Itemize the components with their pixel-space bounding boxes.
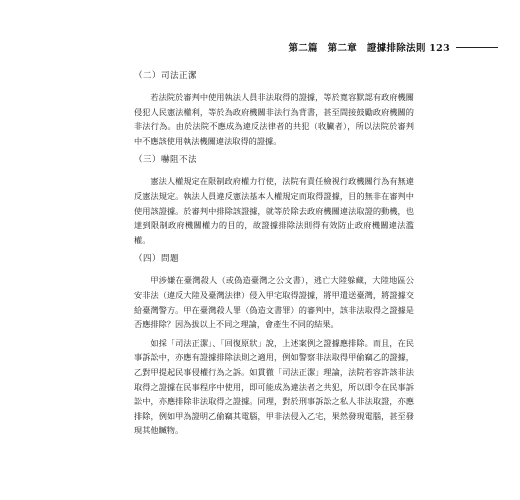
paragraph: 憲法人權規定在限制政府權力行使，法院有責任檢視行政機關行為有無違反憲法規定。執法人員違反憲法基本人權規定而取得證據，目的無非在審判中使用該證據。於審判中排除該證據，就等於除去政府機關違法取證的動機，也達到限制政府機關權力的目的，故證據排除法則得有效防止政府機關違法濫權。 xyxy=(134,176,414,245)
paragraph: 甲涉嫌在臺灣殺人（或偽造臺灣之公文書），逃亡大陸躲藏，大陸地區公安非法（違反大陸及臺灣法律）侵入甲宅取得證據，將甲遣送臺灣，將證據交給臺灣警方。甲在臺灣殺人罪（偽造文書罪）的審判中，該非法取得之證據是否應排除？因為拔以上不同之理論，會產生不同的結果。 xyxy=(134,275,414,330)
paragraph: 如採「司法正潔」、「回復原狀」說，上述案例之證據應排除。而且，在民事訴訟中，亦應有證據排除法則之適用，例如警察非法取得甲偷竊乙的證據，乙對甲提起民事侵權行為之訴。如貫徹「司法正潔」理論，法院若容許該非法取得之證據在民事程序中使用，即可能成為違法者之共犯，所以即令在民事訴訟中，亦應排除非法取得之證據。同理，對於刑事訴訟之私人非法取證，亦應排除，例如甲為證明乙偷竊其電腦，甲非法侵入乙宅，果然發現電腦，甚至發現其他贓物。 xyxy=(134,337,414,436)
section-heading-judicial-integrity: （二）司法正潔 xyxy=(134,71,198,81)
header-rule xyxy=(456,47,498,48)
running-header-text: 第二篇 第二章 證據排除法則 123 xyxy=(288,43,450,54)
paragraph: 若法院於審判中使用執法人員非法取得的證據，等於寬容默認有政府機關侵犯人民憲法權利，等於為政府機關非法行為背書，甚至間接鼓勵政府機關的非法行為。由於法院不應成為違反法律者的共犯（收臟者），所以法院於審判中不應該使用執法機關違法取得的證據。 xyxy=(134,92,414,146)
section-heading-question: （四）問題 xyxy=(134,254,180,265)
page-body xyxy=(134,60,414,442)
section-heading-deterrence: （三）嚇阻不法 xyxy=(134,155,198,166)
running-header xyxy=(288,40,498,54)
